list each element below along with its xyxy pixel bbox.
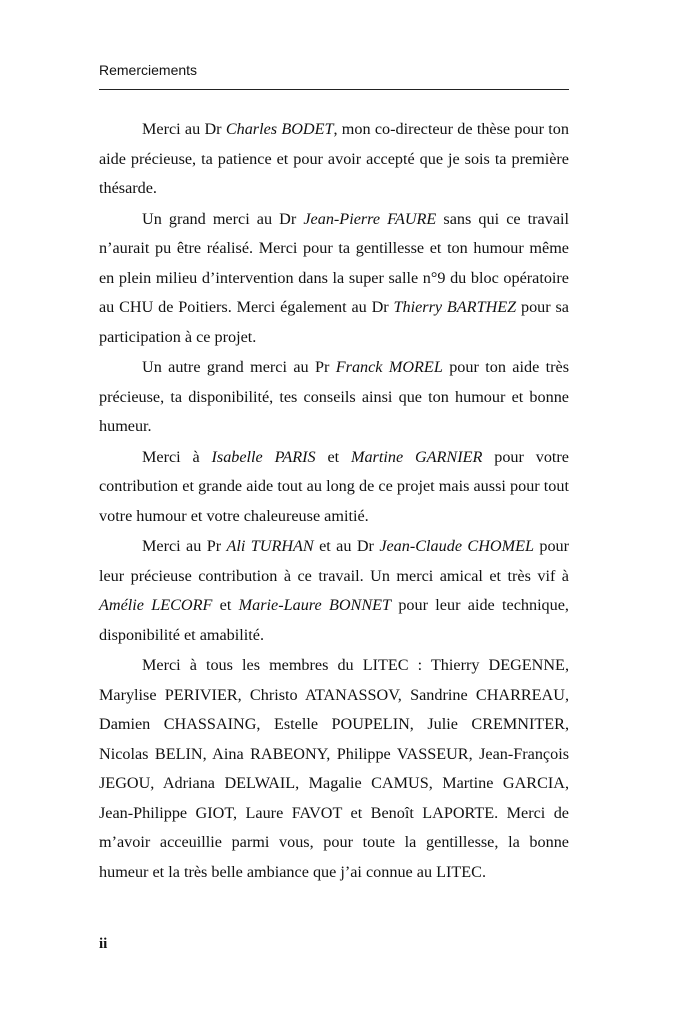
- italic-name: Amélie LECORF: [99, 596, 213, 614]
- italic-name: Jean-Claude CHOMEL: [379, 537, 534, 555]
- text-run: sans qui ce travail n’aurait pu être réalisé. Merci pour ta gentillesse et ton humour même en plein milieu d’intervention dans la super salle n°9 du bloc opératoire au CHU de Poitiers. Merci également au Dr: [99, 209, 570, 316]
- text-run: Merci au Pr: [142, 537, 227, 555]
- text-run: et: [315, 447, 351, 466]
- text-run: pour leur précieuse contribution à ce travail. Un merci amical et très vif à: [99, 537, 570, 585]
- italic-name: Thierry BARTHEZ: [393, 298, 517, 316]
- text-run: Merci au Dr: [142, 120, 226, 138]
- text-run: pour sa participation à ce projet.: [99, 298, 569, 346]
- text-run: Un grand merci au Dr: [142, 209, 304, 228]
- text-run: pour votre contribution et grande aide tout au long de ce projet mais aussi pour tout votre humour et votre chaleureuse amitié.: [99, 447, 569, 525]
- text-run: pour ton aide très précieuse, ta disponibilité, tes conseils ainsi que ton humour et bonne humeur.: [99, 358, 570, 435]
- italic-name: Charles BODET: [225, 120, 334, 138]
- paragraph: [99, 443, 569, 532]
- text-run: et au Dr: [313, 537, 380, 555]
- text-run: et: [212, 596, 239, 614]
- paragraph: [99, 115, 569, 204]
- text-run: Un autre grand merci au Pr: [142, 358, 336, 376]
- paragraph: [99, 651, 569, 887]
- text-run: pour leur aide technique, disponibilité et amabilité.: [99, 596, 569, 644]
- italic-name: Marie-Laure BONNET: [238, 596, 392, 614]
- italic-name: Franck MOREL: [335, 358, 443, 376]
- text-run: , mon co-directeur de thèse pour ton aide précieuse, ta patience et pour avoir accepté que je sois ta première thésarde.: [99, 120, 569, 197]
- italic-name: Martine GARNIER: [350, 447, 483, 466]
- italic-name: Isabelle PARIS: [211, 447, 316, 466]
- text-run: Merci à: [142, 447, 212, 466]
- paragraph: [99, 532, 569, 650]
- running-header-title: Remerciements: [99, 62, 198, 78]
- acknowledgements-body: [99, 115, 569, 888]
- text-run: Merci à tous les membres du LITEC : Thierry DEGENNE, Marylise PERIVIER, Christo ATANASSOV, Sandrine CHARREAU, Damien CHASSAING, Estelle POUPELIN, Julie CREMNITER, Nicolas BELIN, Aina RABEONY, Philippe VASSEUR, Jean-François JEGOU, Adriana DELWAIL, Magalie CAMUS, Martine GARCIA, Jean-Philippe GIOT, Laure FAVOT et Benoît LAPORTE. Merci de m’avoir acceuillie parmi vous, pour toute la gentillesse, la bonne humeur et la très belle ambiance que j’ai connue au LITEC.: [99, 656, 569, 881]
- page-number: ii: [99, 936, 108, 952]
- italic-name: Ali TURHAN: [226, 537, 314, 555]
- paragraph: [99, 353, 569, 442]
- italic-name: Jean-Pierre FAURE: [303, 209, 437, 228]
- header-rule: [99, 89, 569, 90]
- paragraph: [99, 205, 569, 353]
